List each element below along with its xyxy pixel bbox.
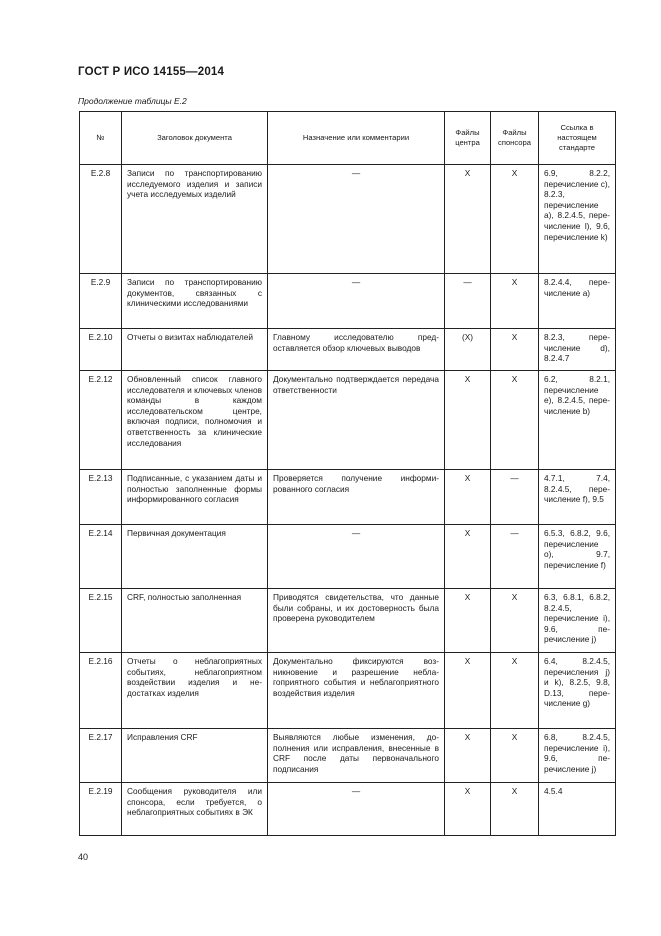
cell-sponsor: X (491, 371, 539, 470)
table-row (80, 729, 616, 783)
cell-num: Е.2.12 (80, 371, 122, 470)
cell-title: Отчеты о визитах наблюдателей (122, 329, 268, 371)
cell-num: Е.2.14 (80, 525, 122, 589)
cell-num: Е.2.15 (80, 589, 122, 653)
cell-purpose: — (268, 783, 445, 836)
col-header-num: № (80, 112, 122, 165)
cell-center: X (445, 729, 491, 783)
cell-title: Первичная документация (122, 525, 268, 589)
cell-center: X (445, 653, 491, 729)
cell-purpose: — (268, 525, 445, 589)
col-header-title: Заголовок документа (122, 112, 268, 165)
col-header-center: Файлы центра (445, 112, 491, 165)
table-row (80, 274, 616, 329)
cell-sponsor: X (491, 329, 539, 371)
cell-center: X (445, 165, 491, 274)
table-caption: Продолжение таблицы Е.2 (78, 96, 187, 106)
table-row (80, 470, 616, 525)
cell-reference: 8.2.4.4, перечисление а) (539, 274, 616, 329)
table-row (80, 371, 616, 470)
cell-sponsor: — (491, 470, 539, 525)
cell-title: Исправления CRF (122, 729, 268, 783)
cell-num: Е.2.13 (80, 470, 122, 525)
cell-reference: 6.5.3, 6.8.2, 9.6, перечисление о), 9.7, перечисление f) (539, 525, 616, 589)
table-row (80, 783, 616, 836)
cell-reference: 6.4, 8.2.4.5, перечисления j) и k), 8.2.5, 9.8, D.13, перечисление g) (539, 653, 616, 729)
table-row (80, 653, 616, 729)
cell-sponsor: X (491, 653, 539, 729)
cell-title: Записи по транспортированию документов, связанных с клиническими исследованиями (122, 274, 268, 329)
cell-reference: 4.5.4 (539, 783, 616, 836)
cell-sponsor: X (491, 589, 539, 653)
cell-purpose: Проверяется получение информированного согласия (268, 470, 445, 525)
cell-purpose: Главному исследователю предоставляется обзор ключевых выводов (268, 329, 445, 371)
cell-sponsor: X (491, 783, 539, 836)
cell-title: Подписанные, с указанием даты и полностью заполненные формы информированного согласия (122, 470, 268, 525)
cell-center: (X) (445, 329, 491, 371)
table-row (80, 165, 616, 274)
cell-num: Е.2.10 (80, 329, 122, 371)
cell-title: Обновленный список главного исследователя и ключевых членов команды в каждом исследовательском центре, включая подписи, полномочия и ответственность за клинические исследования (122, 371, 268, 470)
cell-sponsor: X (491, 729, 539, 783)
cell-purpose: Документально фиксируются возникновение и разрешение неблагоприятного события и неблагоприятного воздействия изделия (268, 653, 445, 729)
cell-title: Сообщения руководителя или спонсора, если требуется, о неблагоприятных событиях в ЭК (122, 783, 268, 836)
cell-reference: 6.9, 8.2.2, перечисление с), 8.2.3, перечисление а), 8.2.4.5, перечисление l), 9.6, перечисление k) (539, 165, 616, 274)
table-row (80, 329, 616, 371)
cell-reference: 6.8, 8.2.4.5, перечисление i), 9.6, перечисление j) (539, 729, 616, 783)
cell-center: X (445, 525, 491, 589)
document-header: ГОСТ Р ИСО 14155—2014 (78, 66, 225, 78)
col-header-purpose: Назначение или комментарии (268, 112, 445, 165)
cell-num: Е.2.17 (80, 729, 122, 783)
cell-num: Е.2.19 (80, 783, 122, 836)
cell-purpose: — (268, 165, 445, 274)
cell-num: Е.2.9 (80, 274, 122, 329)
col-header-reference: Ссылка в настоящем стандарте (539, 112, 616, 165)
documents-table (79, 111, 616, 836)
cell-sponsor: X (491, 165, 539, 274)
table-row (80, 525, 616, 589)
cell-num: Е.2.16 (80, 653, 122, 729)
cell-num: Е.2.8 (80, 165, 122, 274)
cell-reference: 6.3, 6.8.1, 6.8.2, 8.2.4.5, перечисление i), 9.6, перечисление j) (539, 589, 616, 653)
cell-reference: 6.2, 8.2.1, перечисление е), 8.2.4.5, перечисление b) (539, 371, 616, 470)
cell-center: X (445, 371, 491, 470)
cell-sponsor: X (491, 274, 539, 329)
cell-sponsor: — (491, 525, 539, 589)
cell-center: X (445, 470, 491, 525)
cell-purpose: Приводятся свидетельства, что данные были собраны, и их достоверность была проверена руководителем (268, 589, 445, 653)
cell-center: X (445, 783, 491, 836)
cell-purpose: Выявляются любые изменения, дополнения или исправления, внесенные в CRF после даты первоначального подписания (268, 729, 445, 783)
cell-purpose: Документально подтверждается передача ответственности (268, 371, 445, 470)
page-number: 40 (78, 852, 89, 862)
cell-title: Записи по транспортированию исследуемого изделия и записи учета исследуемых изделий (122, 165, 268, 274)
cell-purpose: — (268, 274, 445, 329)
cell-reference: 4.7.1, 7.4, 8.2.4.5, перечисление f), 9.5 (539, 470, 616, 525)
col-header-sponsor: Файлы спонсора (491, 112, 539, 165)
table-header-row (80, 112, 616, 165)
cell-title: Отчеты о неблагоприятных событиях, неблагоприятном воздействии изделия и недостатках изделия (122, 653, 268, 729)
cell-center: X (445, 589, 491, 653)
cell-title: CRF, полностью заполненная (122, 589, 268, 653)
cell-reference: 8.2.3, перечисление d), 8.2.4.7 (539, 329, 616, 371)
cell-center: — (445, 274, 491, 329)
table-row (80, 589, 616, 653)
